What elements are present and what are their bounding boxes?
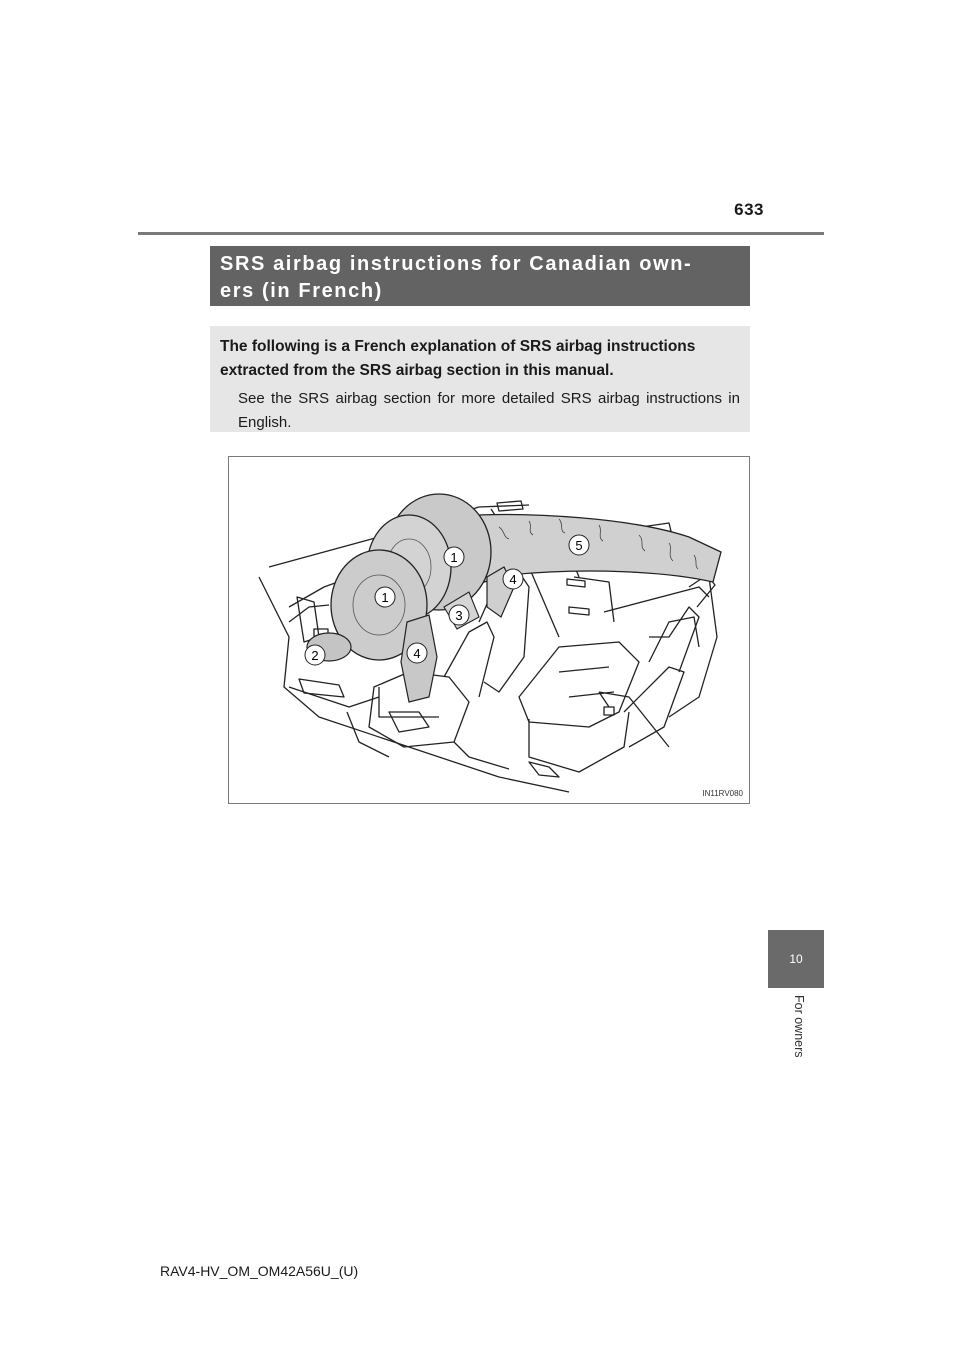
section-heading-line-2: ers (in French) [220, 280, 383, 302]
header-rule [138, 232, 824, 235]
callout-1a [444, 547, 464, 567]
intro-box [210, 326, 750, 432]
svg-text:4: 4 [509, 572, 517, 587]
chapter-label: For owners [792, 995, 806, 1058]
page-number: 633 [734, 200, 764, 219]
section-heading [210, 246, 750, 306]
svg-text:4: 4 [413, 646, 421, 661]
callout-2 [305, 645, 325, 665]
callout-4a [503, 569, 523, 589]
intro-lead: The following is a French explanation of SRS airbag instructions extracted from the SRS airbag section in this manual. [220, 338, 696, 379]
svg-text:5: 5 [575, 538, 583, 553]
callout-4b [407, 643, 427, 663]
vehicle-interior-drawing [229, 457, 749, 803]
figure-code: IN11RV080 [702, 789, 743, 798]
svg-text:1: 1 [450, 550, 458, 565]
airbag-illustration [228, 456, 750, 804]
doc-code: RAV4-HV_OM_OM42A56U_(U) [160, 1263, 359, 1279]
intro-note: See the SRS airbag section for more detailed SRS airbag instructions in English. [238, 390, 740, 431]
svg-text:3: 3 [455, 608, 463, 623]
chapter-tab: 10 [768, 930, 824, 988]
section-heading-line-1: SRS airbag instructions for Canadian own- [220, 253, 693, 275]
callout-1b [375, 587, 395, 607]
svg-text:1: 1 [381, 590, 389, 605]
callout-5 [569, 535, 589, 555]
svg-text:2: 2 [311, 648, 319, 663]
callout-3 [449, 605, 469, 625]
